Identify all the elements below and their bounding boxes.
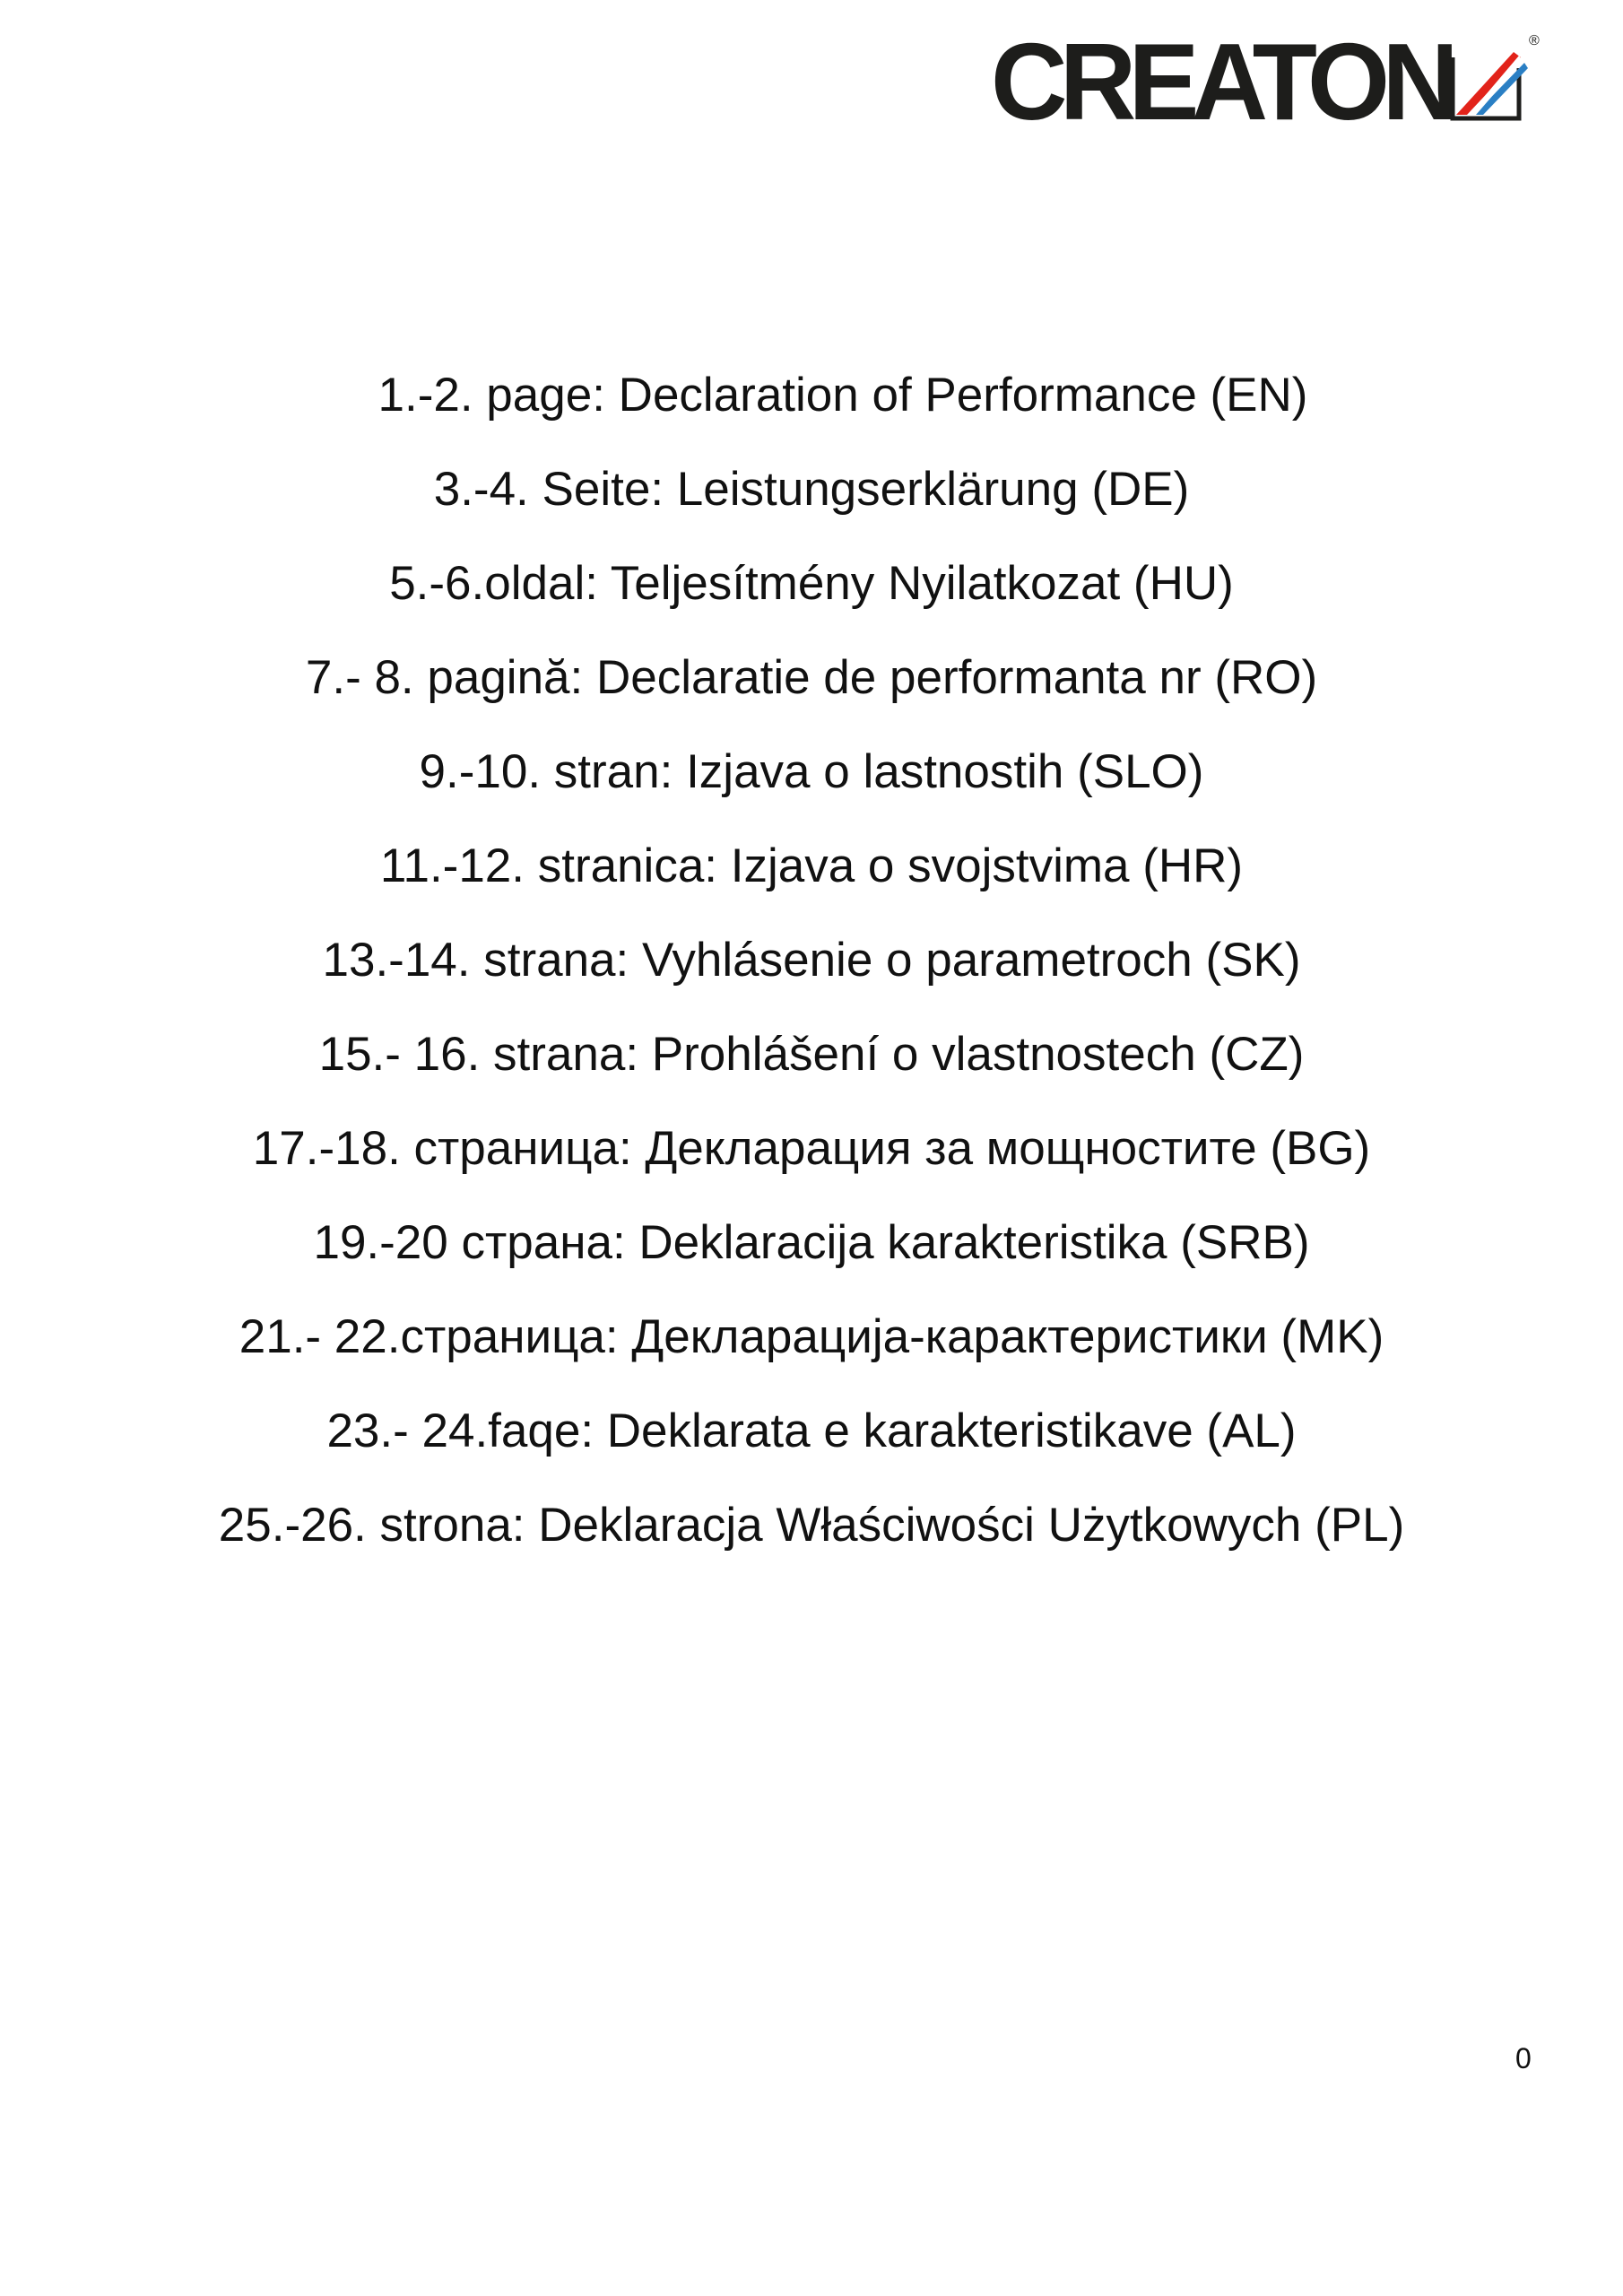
toc-line-bg: 17.-18. страница: Декларация за мощностите (BG) bbox=[252, 1122, 1371, 1175]
toc-line-ro: 7.- 8. pagină: Declaratie de performanta nr (RO) bbox=[305, 651, 1318, 704]
page-number: 0 bbox=[1515, 2042, 1532, 2074]
toc-line-al: 23.- 24.faqe: Deklarata e karakteristikave (AL) bbox=[326, 1405, 1297, 1457]
toc-line-srb: 19.-20 страна: Deklaracija karakteristika (SRB) bbox=[313, 1216, 1310, 1269]
logo-brush-mark-icon bbox=[1444, 38, 1533, 127]
toc-line-de: 3.-4. Seite: Leistungserklärung (DE) bbox=[433, 463, 1190, 516]
logo-registered-mark: ® bbox=[1529, 33, 1540, 48]
toc-line-mk: 21.- 22.страница: Декларација-карактеристики (MK) bbox=[239, 1310, 1384, 1363]
logo-wordmark: CREATON bbox=[991, 21, 1452, 143]
toc-line-sk: 13.-14. strana: Vyhlásenie o parametroch (SK) bbox=[322, 934, 1301, 987]
toc-line-en: 1.-2. page: Declaration of Performance (EN) bbox=[378, 369, 1308, 422]
toc-line-hu: 5.-6.oldal: Teljesítmény Nyilatkozat (HU) bbox=[389, 557, 1234, 610]
toc-line-cz: 15.- 16. strana: Prohlášení o vlastnostech (CZ) bbox=[318, 1028, 1305, 1081]
toc-line-pl: 25.-26. strona: Deklaracja Właściwości Użytkowych (PL) bbox=[218, 1499, 1405, 1552]
creaton-logo bbox=[991, 21, 1540, 143]
toc-line-slo: 9.-10. stran: Izjava o lastnostih (SLO) bbox=[419, 745, 1204, 798]
toc-line-hr: 11.-12. stranica: Izjava o svojstvima (HR) bbox=[379, 839, 1244, 892]
table-of-contents bbox=[0, 348, 1623, 1572]
